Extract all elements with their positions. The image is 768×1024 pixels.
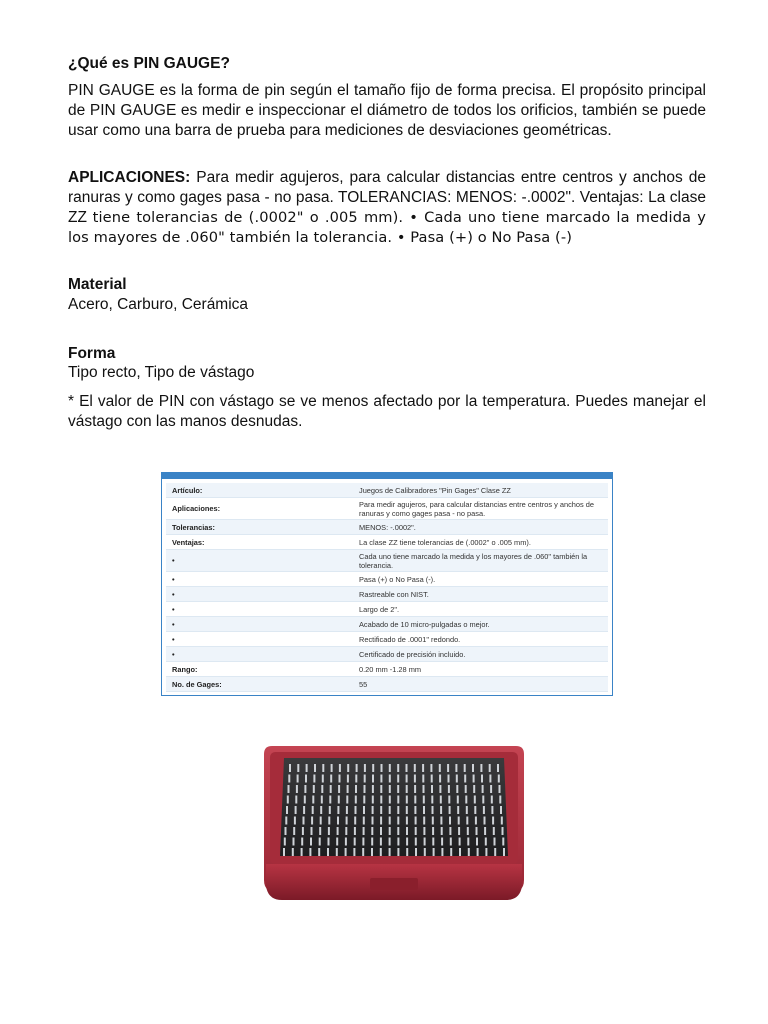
gauge-pin <box>397 838 399 846</box>
gauge-pin <box>492 817 494 825</box>
gauge-pin <box>371 848 373 856</box>
gauge-pin <box>339 764 341 772</box>
spec-row-key: Aplicaciones: <box>172 504 221 513</box>
gauge-pin <box>489 775 491 783</box>
spec-table-row <box>166 535 608 550</box>
gauge-pin <box>320 806 322 814</box>
gauge-pin <box>372 796 374 804</box>
gauge-pin <box>320 817 322 825</box>
gauge-pin <box>415 838 417 846</box>
gauge-pin <box>475 817 477 825</box>
gauge-pin <box>397 806 399 814</box>
gauge-pin <box>485 838 487 846</box>
gauge-pin <box>296 785 298 793</box>
gauge-pin <box>337 806 339 814</box>
gauge-pin <box>371 838 373 846</box>
gauge-pin <box>337 827 339 835</box>
page-heading: ¿Qué es PIN GAUGE? <box>68 55 230 72</box>
forma-value: Tipo recto, Tipo de vástago <box>68 364 255 381</box>
gauge-pin <box>380 785 382 793</box>
gauge-pin <box>449 806 451 814</box>
gauge-pin <box>364 785 366 793</box>
gauge-pin <box>491 796 493 804</box>
forma-title: Forma <box>68 345 116 362</box>
gauge-pin <box>447 764 449 772</box>
gauge-pin <box>285 827 287 835</box>
spec-row-key: • <box>172 649 175 659</box>
gauge-pin <box>297 775 299 783</box>
gauge-pin <box>389 806 391 814</box>
gauge-pin <box>362 838 364 846</box>
gauge-pin <box>431 785 433 793</box>
gauge-pin <box>363 806 365 814</box>
applications-label: APLICACIONES: <box>68 169 191 186</box>
spec-table-row <box>166 602 608 617</box>
gauge-pin <box>329 806 331 814</box>
gauge-pin <box>380 806 382 814</box>
gauge-pin <box>476 827 478 835</box>
gauge-pin <box>424 848 426 856</box>
gauge-pin <box>283 848 285 856</box>
gauge-pin <box>489 764 491 772</box>
spec-row-value: Cada uno tiene marcado la medida y los mayores de .060" también la tolerancia. <box>359 551 588 570</box>
gauge-pin <box>389 796 391 804</box>
gauge-pin <box>329 796 331 804</box>
spec-row-value: MENOS: -.0002". <box>359 522 416 532</box>
gauge-pin <box>440 817 442 825</box>
gauge-pin <box>301 838 303 846</box>
gauge-pin <box>491 806 493 814</box>
gauge-pin <box>295 796 297 804</box>
gauge-pin <box>397 785 399 793</box>
gauge-pin <box>364 764 366 772</box>
gauge-pin <box>406 838 408 846</box>
gauge-pin <box>355 775 357 783</box>
gauge-pin <box>406 764 408 772</box>
applications-text-part2: tiene tolerancias de (.0002" o .005 mm). • Cada uno tiene marcado la medida y los mayores de .060" también la tolerancia. • Pasa (+) o No Pasa (-) <box>68 209 707 246</box>
gauge-pin <box>464 764 466 772</box>
gauge-pin <box>474 806 476 814</box>
spec-table-row <box>166 520 608 535</box>
gauge-pin <box>345 827 347 835</box>
gauge-pin <box>355 785 357 793</box>
gauge-pin <box>422 764 424 772</box>
gauge-pin <box>293 838 295 846</box>
gauge-pin <box>459 838 461 846</box>
gauge-pin <box>372 806 374 814</box>
gauge-pin <box>294 817 296 825</box>
gauge-pin <box>494 838 496 846</box>
gauge-pin <box>397 827 399 835</box>
gauge-pin <box>503 848 505 856</box>
gauge-pin <box>432 817 434 825</box>
gauge-pin <box>328 827 330 835</box>
gauge-pin <box>448 775 450 783</box>
gauge-pin <box>354 838 356 846</box>
gauge-pin <box>330 785 332 793</box>
spec-table-row <box>166 617 608 632</box>
gauge-pin <box>364 775 366 783</box>
gauge-pin <box>338 785 340 793</box>
case-latch <box>370 878 418 890</box>
gauge-pin <box>389 817 391 825</box>
gauge-pin <box>406 817 408 825</box>
gauge-pin <box>347 775 349 783</box>
gauge-pin <box>381 764 383 772</box>
gauge-pin <box>397 764 399 772</box>
gauge-pin <box>345 838 347 846</box>
gauge-pin <box>338 796 340 804</box>
gauge-pin <box>318 848 320 856</box>
spec-table-row <box>166 647 608 662</box>
gauge-pin <box>456 775 458 783</box>
gauge-pin <box>302 827 304 835</box>
gauge-pin <box>473 775 475 783</box>
gauge-pin <box>309 848 311 856</box>
gauge-pin <box>430 764 432 772</box>
gauge-pin <box>449 827 451 835</box>
material-value: Acero, Carburo, Cerámica <box>68 296 249 313</box>
gauge-pin <box>431 775 433 783</box>
gauge-pin <box>397 775 399 783</box>
gauge-pin <box>482 785 484 793</box>
gauge-pin <box>362 848 364 856</box>
gauge-pin <box>292 848 294 856</box>
gauge-pin <box>406 806 408 814</box>
gauge-pin <box>414 785 416 793</box>
gauge-pin <box>363 796 365 804</box>
gauge-pin <box>499 796 501 804</box>
gauge-pin <box>389 827 391 835</box>
gauge-pin <box>423 806 425 814</box>
gauge-pin <box>322 764 324 772</box>
gauge-pin <box>465 785 467 793</box>
gauge-pin <box>313 785 315 793</box>
gauge-pin <box>406 796 408 804</box>
spec-row-key: • <box>172 589 175 599</box>
gauge-pin <box>337 817 339 825</box>
intro-paragraph: PIN GAUGE es la forma de pin según el tamaño fijo de forma precisa. El propósito principal de PIN GAUGE es medir e inspeccionar el diámetro de todos los orificios, también se puede usar como una barra de prueba para mediciones de desviaciones geométricas. <box>68 82 706 139</box>
gauge-pin <box>289 764 291 772</box>
spec-table-row <box>166 498 608 520</box>
spec-row-key: • <box>172 574 175 584</box>
gauge-pin <box>363 817 365 825</box>
gauge-pin <box>457 796 459 804</box>
gauge-pin <box>328 838 330 846</box>
gauge-pin <box>406 827 408 835</box>
gauge-pin <box>441 848 443 856</box>
gauge-pin <box>380 796 382 804</box>
gauge-pin <box>481 775 483 783</box>
gauge-pin <box>432 827 434 835</box>
gauge-pin <box>372 817 374 825</box>
gauge-pin <box>306 764 308 772</box>
gauge-pin <box>347 785 349 793</box>
gauge-pin <box>466 806 468 814</box>
gauge-pin <box>448 796 450 804</box>
gauge-pin <box>353 848 355 856</box>
gauge-pin <box>415 817 417 825</box>
gauge-pin <box>439 764 441 772</box>
gauge-pin <box>389 848 391 856</box>
spec-row-value: 55 <box>359 679 368 689</box>
spec-row-value: 0.20 mm -1.28 mm <box>359 664 422 674</box>
gauge-pin <box>311 827 313 835</box>
temperature-note: * El valor de PIN con vástago se ve menos afectado por la temperatura. Puedes manejar el vástago con las manos desnudas. <box>68 393 706 430</box>
gauge-pin <box>450 848 452 856</box>
gauge-pin <box>465 796 467 804</box>
spec-row-key: Rango: <box>172 664 198 674</box>
gauge-pin <box>432 838 434 846</box>
gauge-pin <box>389 775 391 783</box>
spec-row-key: • <box>172 604 175 614</box>
gauge-pin <box>321 796 323 804</box>
gauge-pin <box>311 817 313 825</box>
gauge-pin <box>336 838 338 846</box>
gauge-pin <box>363 827 365 835</box>
gauge-pin <box>301 848 303 856</box>
gauge-pin <box>422 775 424 783</box>
gauge-pin <box>406 848 408 856</box>
spec-table-body <box>166 483 608 692</box>
spec-row-value: Para medir agujeros, para calcular distancias entre centros y anchos de ranuras y como gages pasa - no pasa. <box>359 499 594 518</box>
gauge-pin <box>372 764 374 772</box>
gauge-pin <box>286 806 288 814</box>
spec-row-key: No. de Gages: <box>172 679 222 689</box>
gauge-pin <box>380 817 382 825</box>
spec-table-row <box>166 550 608 572</box>
gauge-pin <box>371 827 373 835</box>
gauge-pin <box>319 827 321 835</box>
gauge-pin <box>347 764 349 772</box>
gauge-pin <box>467 838 469 846</box>
applications-text-part1: Para medir agujeros, para calcular distancias entre centros y anchos de ranuras y como gages pasa - no pasa. TOLERANCIAS: MENOS: -.0002". Ventajas: La clase ZZ <box>68 169 706 226</box>
gauge-pin <box>431 796 433 804</box>
gauge-pin <box>457 806 459 814</box>
spec-table-row <box>166 572 608 587</box>
gauge-pin <box>502 827 504 835</box>
gauge-pin <box>466 817 468 825</box>
gauge-pin <box>328 817 330 825</box>
gauge-pin <box>356 764 358 772</box>
gauge-pin <box>355 796 357 804</box>
gauge-pin <box>484 817 486 825</box>
gauge-pin <box>450 838 452 846</box>
spec-row-key: • <box>172 634 175 644</box>
gauge-pin <box>483 806 485 814</box>
pin-gauge-case-image <box>262 740 526 905</box>
gauge-pin <box>288 775 290 783</box>
applications-paragraph <box>68 168 706 248</box>
gauge-pin <box>319 838 321 846</box>
gauge-pin <box>327 848 329 856</box>
gauge-pin <box>464 775 466 783</box>
spec-row-key: Artículo: <box>172 485 203 495</box>
gauge-pin <box>354 817 356 825</box>
gauge-pin <box>448 785 450 793</box>
spec-table-row <box>166 632 608 647</box>
gauge-pin <box>473 785 475 793</box>
gauge-pin <box>441 827 443 835</box>
gauge-pin <box>372 785 374 793</box>
gauge-pin <box>432 806 434 814</box>
gauge-pin <box>339 775 341 783</box>
gauge-pin <box>397 848 399 856</box>
spec-row-value: Acabado de 10 micro-pulgadas o mejor. <box>359 619 490 629</box>
gauge-pin <box>423 817 425 825</box>
gauge-pin <box>321 785 323 793</box>
gauge-pin <box>330 775 332 783</box>
case-foam-bed <box>280 758 508 856</box>
gauge-pin <box>424 838 426 846</box>
gauge-pin <box>346 796 348 804</box>
spec-table-row <box>166 677 608 692</box>
gauge-pin <box>389 785 391 793</box>
spec-row-key: Tolerancias: <box>172 522 215 532</box>
gauge-pin <box>312 796 314 804</box>
gauge-pin <box>440 806 442 814</box>
gauge-pin <box>354 827 356 835</box>
gauge-pin <box>480 764 482 772</box>
gauge-pin <box>397 796 399 804</box>
gauge-pin <box>389 838 391 846</box>
gauge-pin <box>414 796 416 804</box>
gauge-pin <box>297 764 299 772</box>
spec-row-value: La clase ZZ tiene tolerancias de (.0002" o .005 mm). <box>359 537 531 547</box>
gauge-pin <box>345 848 347 856</box>
gauge-pin <box>456 785 458 793</box>
gauge-pin <box>389 764 391 772</box>
gauge-pin <box>482 796 484 804</box>
gauge-pin <box>433 848 435 856</box>
gauge-pin <box>380 827 382 835</box>
gauge-pin <box>288 785 290 793</box>
gauge-pin <box>493 827 495 835</box>
gauge-pin <box>459 848 461 856</box>
gauge-pin <box>295 806 297 814</box>
spec-row-value: Rastreable con NIST. <box>359 589 429 599</box>
spec-row-key: Ventajas: <box>172 537 205 547</box>
gauge-pin <box>287 796 289 804</box>
spec-row-value: Rectificado de .0001" redondo. <box>359 634 461 644</box>
spec-row-key: • <box>172 619 175 629</box>
gauge-pin <box>303 806 305 814</box>
gauge-pin <box>501 817 503 825</box>
gauge-pin <box>490 785 492 793</box>
gauge-pin <box>441 838 443 846</box>
gauge-pin <box>415 827 417 835</box>
gauge-pin <box>285 817 287 825</box>
gauge-pin <box>305 775 307 783</box>
material-title: Material <box>68 276 127 293</box>
gauge-pin <box>346 817 348 825</box>
spec-row-value: Pasa (+) o No Pasa (-). <box>359 574 436 584</box>
spec-table-header-bar <box>162 473 612 479</box>
gauge-pin <box>380 848 382 856</box>
spec-table-row <box>166 662 608 677</box>
gauge-pin <box>355 806 357 814</box>
gauge-pin <box>472 764 474 772</box>
gauge-pin <box>484 827 486 835</box>
gauge-pin <box>313 775 315 783</box>
gauge-pin <box>439 785 441 793</box>
spec-table <box>161 472 613 696</box>
spec-row-value: Largo de 2". <box>359 604 400 614</box>
spec-row-key: • <box>172 556 175 565</box>
gauge-pin <box>502 838 504 846</box>
spec-table-row <box>166 587 608 602</box>
spec-row-value: Juegos de Calibradores "Pin Gages" Clase ZZ <box>359 485 511 495</box>
gauge-pin <box>293 827 295 835</box>
gauge-pin <box>304 796 306 804</box>
spec-table-row <box>166 483 608 498</box>
gauge-pin <box>477 848 479 856</box>
gauge-pin <box>476 838 478 846</box>
gauge-pin <box>455 764 457 772</box>
gauge-pin <box>336 848 338 856</box>
gauge-pin <box>284 838 286 846</box>
gauge-pin <box>440 796 442 804</box>
gauge-pin <box>415 848 417 856</box>
gauge-pin <box>423 785 425 793</box>
gauge-pin <box>499 785 501 793</box>
gauge-pin <box>414 775 416 783</box>
gauge-pin <box>500 806 502 814</box>
gauge-pin <box>494 848 496 856</box>
gauge-pin <box>449 817 451 825</box>
gauge-pin <box>397 817 399 825</box>
gauge-pin <box>414 764 416 772</box>
gauge-pin <box>346 806 348 814</box>
gauge-pin <box>498 775 500 783</box>
gauge-pin <box>331 764 333 772</box>
gauge-pin <box>322 775 324 783</box>
gauge-pin <box>314 764 316 772</box>
gauge-pin <box>312 806 314 814</box>
gauge-pin <box>458 827 460 835</box>
gauge-pin <box>372 775 374 783</box>
gauge-pin <box>406 785 408 793</box>
gauge-pin <box>497 764 499 772</box>
gauge-pin <box>304 785 306 793</box>
gauge-pin <box>414 806 416 814</box>
gauge-pin <box>458 817 460 825</box>
gauge-pin <box>468 848 470 856</box>
gauge-pin <box>380 775 382 783</box>
gauge-pin <box>406 775 408 783</box>
gauge-pin <box>310 838 312 846</box>
pin-gauge-case-illustration <box>262 740 526 905</box>
gauge-pin <box>380 838 382 846</box>
gauge-pin <box>467 827 469 835</box>
gauge-pin <box>439 775 441 783</box>
gauge-pin <box>485 848 487 856</box>
gauge-pin <box>423 827 425 835</box>
gauge-pin <box>474 796 476 804</box>
gauge-pin <box>303 817 305 825</box>
gauge-pin <box>423 796 425 804</box>
spec-row-value: Certificado de precisión incluido. <box>359 649 466 659</box>
